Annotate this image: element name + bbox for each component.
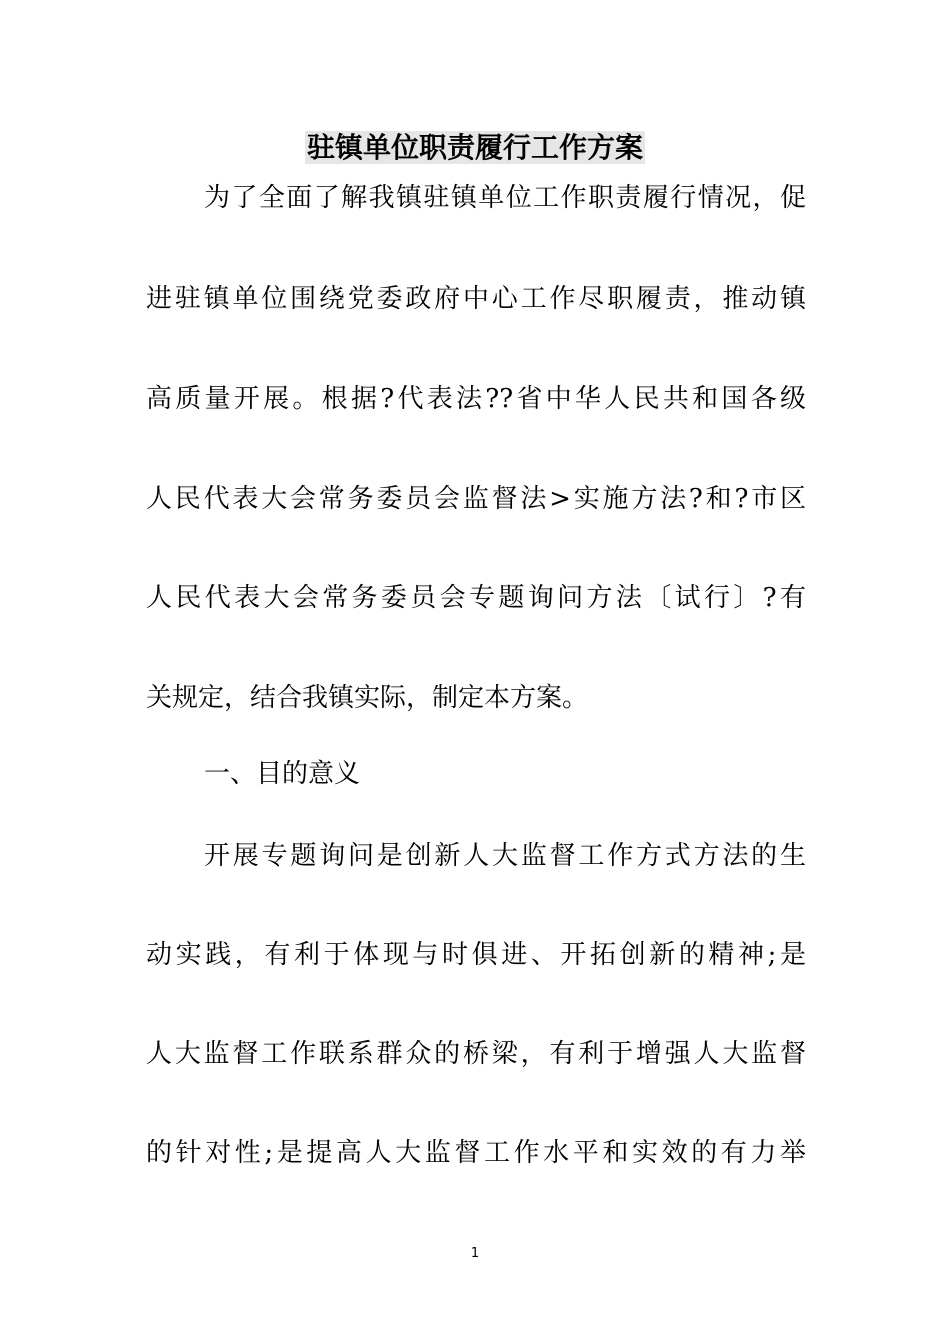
body-line-6: 关规定，结合我镇实际，制定本方案。 [146,683,589,713]
body-line-7: 开展专题询问是创新人大监督工作方式方法的生 [204,841,806,871]
section-heading-1: 一、目的意义 [204,759,361,789]
body-line-9: 人大监督工作联系群众的桥梁，有利于增强人大监督 [146,1039,806,1069]
body-line-2: 进驻镇单位围绕党委政府中心工作尽职履责，推动镇 [146,284,806,314]
body-line-8: 动实践，有利于体现与时俱进、开拓创新的精神;是 [146,940,806,970]
page-number: 1 [470,1246,480,1261]
document-title-text: 驻镇单位职责履行工作方案 [306,131,643,164]
document-title [0,128,950,168]
body-line-10: 的针对性;是提高人大监督工作水平和实效的有力举 [146,1138,806,1168]
body-line-5: 人民代表大会常务委员会专题询问方法〔试行〕?有 [146,583,806,613]
body-line-3: 高质量开展。根据?代表法??省中华人民共和国各级 [146,384,806,414]
body-line-4: 人民代表大会常务委员会监督法>实施方法?和?市区 [146,484,806,514]
body-line-1: 为了全面了解我镇驻镇单位工作职责履行情况，促 [204,183,806,213]
